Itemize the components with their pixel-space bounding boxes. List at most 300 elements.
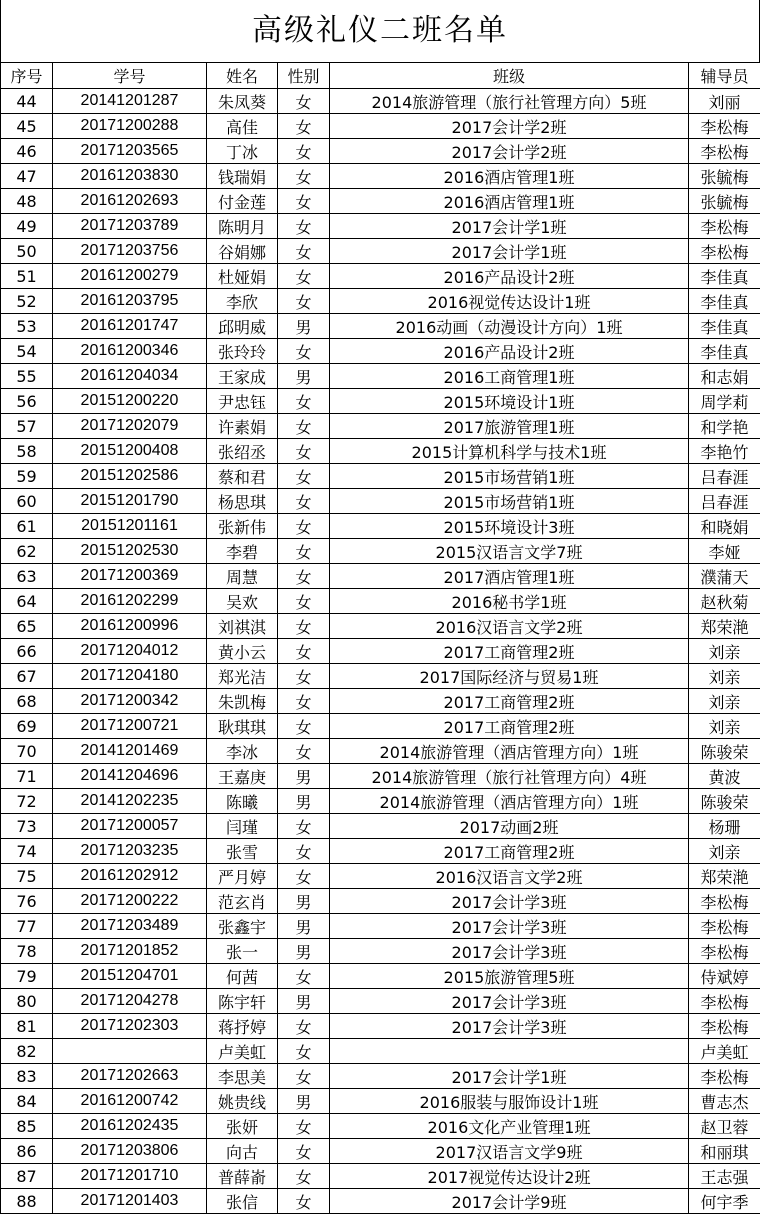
cell-class: 2017会计学3班 <box>330 939 689 964</box>
cell-sex: 女 <box>278 1014 330 1039</box>
cell-seq: 82 <box>1 1039 53 1064</box>
cell-name: 钱瑞娟 <box>207 164 278 189</box>
cell-tutor: 李松梅 <box>689 939 760 964</box>
table-row <box>1 864 760 889</box>
cell-class: 2014旅游管理（酒店管理方向）1班 <box>330 739 689 764</box>
cell-student-id: 20171202303 <box>53 1014 207 1039</box>
cell-class: 2015汉语言文学7班 <box>330 539 689 564</box>
cell-sex: 女 <box>278 164 330 189</box>
cell-sex: 男 <box>278 364 330 389</box>
cell-sex: 女 <box>278 1039 330 1064</box>
cell-name: 朱凤葵 <box>207 89 278 114</box>
cell-tutor: 张毓梅 <box>689 189 760 214</box>
cell-student-id: 20171200057 <box>53 814 207 839</box>
cell-name: 许素娟 <box>207 414 278 439</box>
table-row <box>1 489 760 514</box>
cell-class: 2017会计学1班 <box>330 214 689 239</box>
table-row <box>1 214 760 239</box>
cell-seq: 87 <box>1 1164 53 1189</box>
cell-student-id: 20161202435 <box>53 1114 207 1139</box>
cell-student-id: 20161202912 <box>53 864 207 889</box>
cell-student-id: 20171204180 <box>53 664 207 689</box>
table-row <box>1 839 760 864</box>
table-row <box>1 314 760 339</box>
cell-seq: 84 <box>1 1089 53 1114</box>
cell-tutor: 张毓梅 <box>689 164 760 189</box>
cell-sex: 男 <box>278 789 330 814</box>
cell-tutor: 刘亲 <box>689 639 760 664</box>
cell-seq: 50 <box>1 239 53 264</box>
table-row <box>1 789 760 814</box>
cell-sex: 女 <box>278 464 330 489</box>
sheet-title: 高级礼仪二班名单 <box>0 0 760 62</box>
cell-student-id: 20161200279 <box>53 264 207 289</box>
cell-student-id: 20171201852 <box>53 939 207 964</box>
table-row <box>1 614 760 639</box>
cell-name: 向古 <box>207 1139 278 1164</box>
cell-name: 付金莲 <box>207 189 278 214</box>
cell-tutor: 和学艳 <box>689 414 760 439</box>
header-name: 姓名 <box>207 63 278 89</box>
table-row <box>1 389 760 414</box>
table-row <box>1 714 760 739</box>
cell-seq: 62 <box>1 539 53 564</box>
cell-sex: 女 <box>278 664 330 689</box>
cell-seq: 66 <box>1 639 53 664</box>
cell-tutor: 李松梅 <box>689 139 760 164</box>
cell-sex: 男 <box>278 764 330 789</box>
cell-student-id: 20161200742 <box>53 1089 207 1114</box>
table-row <box>1 114 760 139</box>
cell-tutor: 和晓娟 <box>689 514 760 539</box>
cell-tutor: 何宇季 <box>689 1189 760 1214</box>
table-row <box>1 264 760 289</box>
cell-tutor: 吕春涯 <box>689 464 760 489</box>
header-class: 班级 <box>330 63 689 89</box>
cell-class: 2016酒店管理1班 <box>330 189 689 214</box>
cell-class: 2015旅游管理5班 <box>330 964 689 989</box>
cell-class: 2015计算机科学与技术1班 <box>330 439 689 464</box>
cell-name: 姚贵线 <box>207 1089 278 1114</box>
cell-class: 2015市场营销1班 <box>330 489 689 514</box>
cell-class: 2017国际经济与贸易1班 <box>330 664 689 689</box>
cell-student-id: 20171203806 <box>53 1139 207 1164</box>
cell-tutor: 李松梅 <box>689 914 760 939</box>
header-sex: 性别 <box>278 63 330 89</box>
cell-sex: 女 <box>278 1064 330 1089</box>
table-row <box>1 1064 760 1089</box>
cell-class: 2017酒店管理1班 <box>330 564 689 589</box>
table-row <box>1 414 760 439</box>
cell-student-id: 20161204034 <box>53 364 207 389</box>
cell-seq: 69 <box>1 714 53 739</box>
header-seq: 序号 <box>1 63 53 89</box>
table-row <box>1 464 760 489</box>
cell-sex: 男 <box>278 1089 330 1114</box>
cell-student-id: 20151202530 <box>53 539 207 564</box>
cell-class: 2016服装与服饰设计1班 <box>330 1089 689 1114</box>
table-row <box>1 1114 760 1139</box>
cell-class: 2016工商管理1班 <box>330 364 689 389</box>
cell-student-id: 20171200369 <box>53 564 207 589</box>
cell-seq: 71 <box>1 764 53 789</box>
cell-tutor: 李松梅 <box>689 889 760 914</box>
cell-student-id: 20161201747 <box>53 314 207 339</box>
cell-seq: 86 <box>1 1139 53 1164</box>
cell-sex: 女 <box>278 514 330 539</box>
cell-tutor: 李佳真 <box>689 339 760 364</box>
cell-name: 严月婷 <box>207 864 278 889</box>
cell-name: 陈曦 <box>207 789 278 814</box>
cell-student-id: 20141201287 <box>53 89 207 114</box>
cell-tutor: 刘亲 <box>689 714 760 739</box>
cell-student-id: 20171200288 <box>53 114 207 139</box>
table-row <box>1 664 760 689</box>
cell-name: 杜娅娟 <box>207 264 278 289</box>
cell-tutor: 李松梅 <box>689 989 760 1014</box>
cell-student-id: 20171202663 <box>53 1064 207 1089</box>
cell-student-id: 20151201161 <box>53 514 207 539</box>
cell-student-id: 20171200721 <box>53 714 207 739</box>
cell-seq: 80 <box>1 989 53 1014</box>
cell-class: 2016文化产业管理1班 <box>330 1114 689 1139</box>
cell-student-id: 20141201469 <box>53 739 207 764</box>
cell-tutor: 杨珊 <box>689 814 760 839</box>
cell-seq: 67 <box>1 664 53 689</box>
cell-seq: 77 <box>1 914 53 939</box>
cell-class: 2017工商管理2班 <box>330 839 689 864</box>
cell-student-id: 20171202079 <box>53 414 207 439</box>
cell-tutor: 曹志杰 <box>689 1089 760 1114</box>
cell-seq: 45 <box>1 114 53 139</box>
cell-student-id: 20161202299 <box>53 589 207 614</box>
cell-class: 2017视觉传达设计2班 <box>330 1164 689 1189</box>
cell-sex: 男 <box>278 889 330 914</box>
cell-class <box>330 1039 689 1064</box>
cell-tutor: 李娅 <box>689 539 760 564</box>
cell-tutor: 卢美虹 <box>689 1039 760 1064</box>
cell-sex: 女 <box>278 689 330 714</box>
cell-seq: 52 <box>1 289 53 314</box>
cell-seq: 75 <box>1 864 53 889</box>
cell-class: 2017工商管理2班 <box>330 714 689 739</box>
table-row <box>1 439 760 464</box>
cell-sex: 女 <box>278 1189 330 1214</box>
cell-tutor: 李艳竹 <box>689 439 760 464</box>
cell-class: 2017会计学3班 <box>330 914 689 939</box>
table-row <box>1 514 760 539</box>
cell-class: 2015市场营销1班 <box>330 464 689 489</box>
cell-name: 蔡和君 <box>207 464 278 489</box>
cell-class: 2017动画2班 <box>330 814 689 839</box>
cell-seq: 78 <box>1 939 53 964</box>
cell-tutor: 濮蒲天 <box>689 564 760 589</box>
table-row <box>1 1039 760 1064</box>
cell-name: 谷娟娜 <box>207 239 278 264</box>
cell-seq: 55 <box>1 364 53 389</box>
table-row <box>1 964 760 989</box>
table-row <box>1 189 760 214</box>
cell-sex: 女 <box>278 814 330 839</box>
cell-class: 2016汉语言文学2班 <box>330 864 689 889</box>
cell-seq: 64 <box>1 589 53 614</box>
cell-name: 王家成 <box>207 364 278 389</box>
cell-student-id: 20151202586 <box>53 464 207 489</box>
cell-seq: 57 <box>1 414 53 439</box>
cell-name: 邱明威 <box>207 314 278 339</box>
cell-seq: 56 <box>1 389 53 414</box>
cell-student-id: 20151204701 <box>53 964 207 989</box>
cell-seq: 70 <box>1 739 53 764</box>
cell-class: 2016产品设计2班 <box>330 264 689 289</box>
cell-student-id: 20171203789 <box>53 214 207 239</box>
cell-seq: 58 <box>1 439 53 464</box>
cell-name: 张新伟 <box>207 514 278 539</box>
cell-student-id: 20161203830 <box>53 164 207 189</box>
cell-seq: 48 <box>1 189 53 214</box>
cell-tutor: 和志娟 <box>689 364 760 389</box>
cell-sex: 女 <box>278 864 330 889</box>
table-row <box>1 139 760 164</box>
cell-seq: 65 <box>1 614 53 639</box>
cell-sex: 女 <box>278 564 330 589</box>
table-row <box>1 914 760 939</box>
cell-tutor: 和丽琪 <box>689 1139 760 1164</box>
table-row <box>1 1139 760 1164</box>
cell-tutor: 刘亲 <box>689 839 760 864</box>
cell-class: 2015环境设计3班 <box>330 514 689 539</box>
cell-tutor: 李佳真 <box>689 314 760 339</box>
cell-sex: 女 <box>278 89 330 114</box>
cell-tutor: 李松梅 <box>689 214 760 239</box>
table-row <box>1 1014 760 1039</box>
cell-name: 李思美 <box>207 1064 278 1089</box>
cell-tutor: 刘亲 <box>689 664 760 689</box>
cell-student-id: 20161200996 <box>53 614 207 639</box>
cell-name: 普薛嵛 <box>207 1164 278 1189</box>
cell-name: 张信 <box>207 1189 278 1214</box>
cell-class: 2017会计学3班 <box>330 1014 689 1039</box>
cell-sex: 女 <box>278 264 330 289</box>
table-row <box>1 89 760 114</box>
cell-sex: 女 <box>278 1164 330 1189</box>
cell-tutor: 李佳真 <box>689 289 760 314</box>
cell-class: 2017工商管理2班 <box>330 689 689 714</box>
cell-name: 刘祺淇 <box>207 614 278 639</box>
cell-name: 朱凯梅 <box>207 689 278 714</box>
cell-student-id: 20141204696 <box>53 764 207 789</box>
cell-name: 陈宇轩 <box>207 989 278 1014</box>
header-student-id: 学号 <box>53 63 207 89</box>
cell-seq: 68 <box>1 689 53 714</box>
cell-class: 2017会计学9班 <box>330 1189 689 1214</box>
cell-class: 2017会计学3班 <box>330 989 689 1014</box>
cell-sex: 男 <box>278 989 330 1014</box>
cell-student-id: 20171201403 <box>53 1189 207 1214</box>
cell-sex: 女 <box>278 739 330 764</box>
cell-sex: 女 <box>278 389 330 414</box>
cell-name: 陈明月 <box>207 214 278 239</box>
roster-table <box>0 62 760 1214</box>
table-row <box>1 164 760 189</box>
cell-name: 耿琪琪 <box>207 714 278 739</box>
table-header <box>1 63 760 89</box>
cell-tutor: 郑荣滟 <box>689 864 760 889</box>
cell-sex: 女 <box>278 439 330 464</box>
cell-class: 2017汉语言文学9班 <box>330 1139 689 1164</box>
cell-name: 范玄肖 <box>207 889 278 914</box>
header-row <box>1 63 760 89</box>
cell-seq: 49 <box>1 214 53 239</box>
cell-name: 李欣 <box>207 289 278 314</box>
table-row <box>1 989 760 1014</box>
cell-sex: 女 <box>278 339 330 364</box>
cell-tutor: 刘亲 <box>689 689 760 714</box>
cell-sex: 女 <box>278 1114 330 1139</box>
cell-student-id: 20171203565 <box>53 139 207 164</box>
header-tutor: 辅导员 <box>689 63 760 89</box>
table-row <box>1 814 760 839</box>
cell-seq: 47 <box>1 164 53 189</box>
cell-class: 2017会计学2班 <box>330 139 689 164</box>
cell-class: 2014旅游管理（酒店管理方向）1班 <box>330 789 689 814</box>
cell-class: 2017会计学2班 <box>330 114 689 139</box>
cell-class: 2016视觉传达设计1班 <box>330 289 689 314</box>
cell-name: 高佳 <box>207 114 278 139</box>
cell-seq: 63 <box>1 564 53 589</box>
cell-name: 张绍丞 <box>207 439 278 464</box>
cell-seq: 79 <box>1 964 53 989</box>
cell-seq: 74 <box>1 839 53 864</box>
cell-student-id: 20171200342 <box>53 689 207 714</box>
cell-name: 郑光洁 <box>207 664 278 689</box>
table-row <box>1 1164 760 1189</box>
cell-class: 2015环境设计1班 <box>330 389 689 414</box>
cell-sex: 女 <box>278 639 330 664</box>
cell-tutor: 吕春涯 <box>689 489 760 514</box>
cell-tutor: 李佳真 <box>689 264 760 289</box>
cell-seq: 53 <box>1 314 53 339</box>
cell-seq: 59 <box>1 464 53 489</box>
cell-seq: 44 <box>1 89 53 114</box>
cell-name: 杨思琪 <box>207 489 278 514</box>
cell-name: 张雪 <box>207 839 278 864</box>
table-row <box>1 939 760 964</box>
cell-sex: 女 <box>278 589 330 614</box>
cell-sex: 女 <box>278 189 330 214</box>
cell-tutor: 李松梅 <box>689 1014 760 1039</box>
table-row <box>1 239 760 264</box>
cell-seq: 83 <box>1 1064 53 1089</box>
cell-class: 2017会计学1班 <box>330 239 689 264</box>
cell-seq: 88 <box>1 1189 53 1214</box>
cell-tutor: 赵秋菊 <box>689 589 760 614</box>
table-row <box>1 739 760 764</box>
cell-class: 2016动画（动漫设计方向）1班 <box>330 314 689 339</box>
cell-tutor: 周学莉 <box>689 389 760 414</box>
table-body <box>1 89 760 1214</box>
table-row <box>1 289 760 314</box>
cell-sex: 男 <box>278 314 330 339</box>
cell-student-id: 20171204012 <box>53 639 207 664</box>
cell-sex: 女 <box>278 114 330 139</box>
cell-seq: 76 <box>1 889 53 914</box>
cell-class: 2014旅游管理（旅行社管理方向）5班 <box>330 89 689 114</box>
cell-class: 2016秘书学1班 <box>330 589 689 614</box>
table-row <box>1 889 760 914</box>
cell-seq: 85 <box>1 1114 53 1139</box>
cell-sex: 女 <box>278 1139 330 1164</box>
cell-sex: 女 <box>278 414 330 439</box>
table-row <box>1 639 760 664</box>
cell-name: 何茜 <box>207 964 278 989</box>
cell-tutor: 李松梅 <box>689 114 760 139</box>
table-row <box>1 689 760 714</box>
cell-class: 2014旅游管理（旅行社管理方向）4班 <box>330 764 689 789</box>
cell-seq: 51 <box>1 264 53 289</box>
cell-student-id: 20151200408 <box>53 439 207 464</box>
cell-student-id: 20161202693 <box>53 189 207 214</box>
cell-name: 丁冰 <box>207 139 278 164</box>
cell-class: 2017会计学1班 <box>330 1064 689 1089</box>
cell-name: 黄小云 <box>207 639 278 664</box>
cell-name: 卢美虹 <box>207 1039 278 1064</box>
cell-student-id: 20171203756 <box>53 239 207 264</box>
table-row <box>1 539 760 564</box>
cell-seq: 81 <box>1 1014 53 1039</box>
cell-name: 吴欢 <box>207 589 278 614</box>
cell-tutor: 王志强 <box>689 1164 760 1189</box>
cell-student-id: 20151201790 <box>53 489 207 514</box>
cell-class: 2017工商管理2班 <box>330 639 689 664</box>
cell-tutor: 侍斌婷 <box>689 964 760 989</box>
cell-sex: 女 <box>278 139 330 164</box>
cell-student-id: 20171203235 <box>53 839 207 864</box>
cell-sex: 女 <box>278 839 330 864</box>
cell-name: 蒋抒婷 <box>207 1014 278 1039</box>
cell-seq: 72 <box>1 789 53 814</box>
cell-sex: 男 <box>278 939 330 964</box>
cell-sex: 女 <box>278 714 330 739</box>
cell-name: 周慧 <box>207 564 278 589</box>
cell-class: 2016汉语言文学2班 <box>330 614 689 639</box>
cell-seq: 46 <box>1 139 53 164</box>
table-row <box>1 1089 760 1114</box>
cell-student-id: 20171203489 <box>53 914 207 939</box>
cell-class: 2017旅游管理1班 <box>330 414 689 439</box>
cell-seq: 54 <box>1 339 53 364</box>
cell-sex: 女 <box>278 214 330 239</box>
cell-name: 张鑫宇 <box>207 914 278 939</box>
cell-student-id: 20161200346 <box>53 339 207 364</box>
table-row <box>1 339 760 364</box>
cell-tutor: 李松梅 <box>689 239 760 264</box>
cell-sex: 女 <box>278 539 330 564</box>
cell-sex: 女 <box>278 239 330 264</box>
table-row <box>1 589 760 614</box>
cell-tutor: 李松梅 <box>689 1064 760 1089</box>
cell-name: 王嘉庚 <box>207 764 278 789</box>
cell-student-id: 20171201710 <box>53 1164 207 1189</box>
cell-sex: 女 <box>278 289 330 314</box>
cell-name: 张一 <box>207 939 278 964</box>
cell-sex: 女 <box>278 489 330 514</box>
cell-name: 李冰 <box>207 739 278 764</box>
cell-tutor: 郑荣滟 <box>689 614 760 639</box>
cell-student-id: 20161203795 <box>53 289 207 314</box>
cell-student-id: 20151200220 <box>53 389 207 414</box>
cell-name: 闫瑾 <box>207 814 278 839</box>
